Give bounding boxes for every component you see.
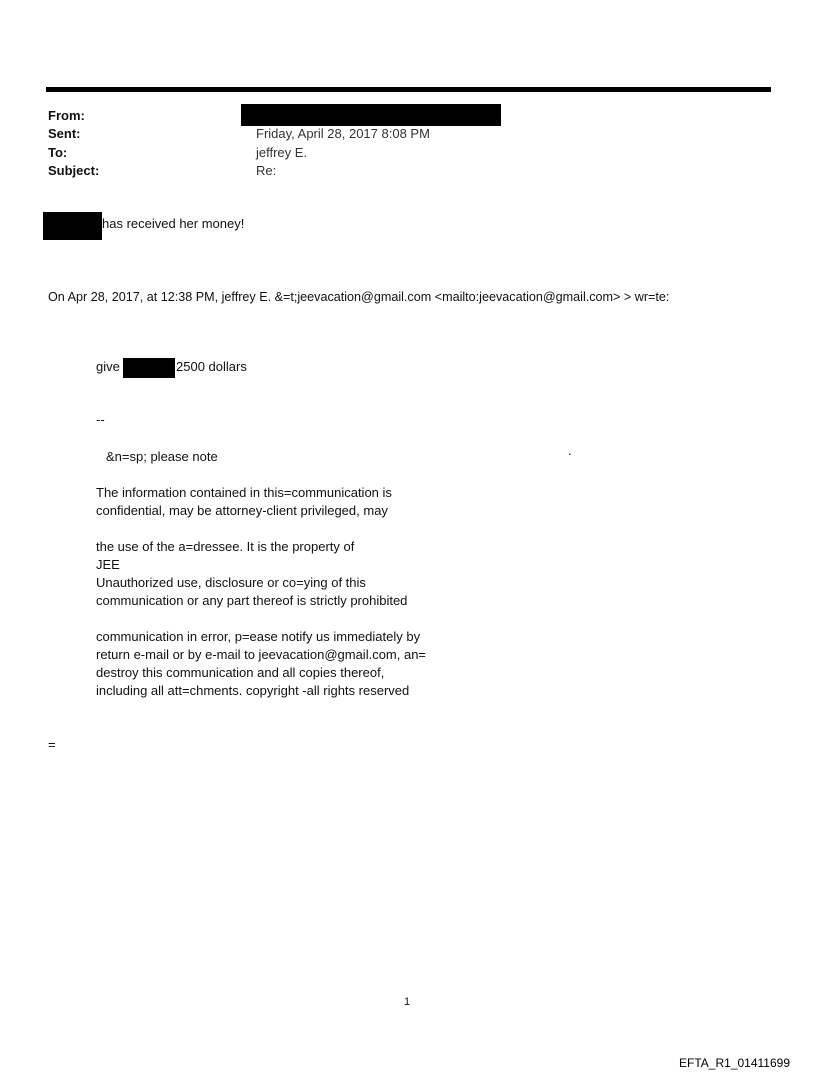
from-label: From: — [48, 108, 85, 123]
redacted-sender — [241, 104, 501, 126]
disclaimer-line: communication in error, p=ease notify us immediately by — [96, 629, 421, 644]
sent-value: Friday, April 28, 2017 8:08 PM — [256, 126, 430, 141]
header-rule — [46, 87, 771, 92]
signature-separator: -- — [96, 412, 105, 427]
redacted-recipient — [123, 358, 175, 378]
disclaimer-line: The information contained in this=communication is — [96, 485, 392, 500]
stray-dot: . — [568, 443, 572, 458]
trailing-equals: = — [48, 737, 56, 752]
reply-line: has received her money! — [102, 216, 245, 231]
disclaimer-line: destroy this communication and all copies thereof, — [96, 665, 385, 680]
to-value: jeffrey E. — [256, 145, 308, 160]
subject-label: Subject: — [48, 163, 100, 178]
page-number: 1 — [404, 996, 411, 1008]
subject-value: Re: — [256, 163, 277, 178]
give-suffix: 2500 dollars — [176, 359, 247, 374]
document-id: EFTA_R1_01411699 — [679, 1056, 790, 1070]
give-prefix: give — [96, 359, 120, 374]
quote-header: On Apr 28, 2017, at 12:38 PM, jeffrey E. &=t;jeevacation@gmail.com <mailto:jeevacation@gmail.com> > wr=te: — [48, 290, 670, 304]
disclaimer-line: return e-mail or by e-mail to jeevacation@gmail.com, an= — [96, 647, 427, 662]
disclaimer-line: the use of the a=dressee. It is the property of — [96, 539, 355, 554]
disclaimer-line: including all att=chments. copyright -all rights reserved — [96, 683, 410, 698]
disclaimer-line: JEE — [96, 557, 120, 572]
disclaimer-line: Unauthorized use, disclosure or co=ying of this — [96, 575, 366, 590]
to-label: To: — [48, 145, 68, 160]
note-line: &n=sp; please note — [106, 449, 218, 464]
disclaimer-line: confidential, may be attorney-client privileged, may — [96, 503, 388, 518]
sent-label: Sent: — [48, 126, 81, 141]
disclaimer-line: communication or any part thereof is strictly prohibited — [96, 593, 408, 608]
redacted-name — [43, 212, 102, 240]
